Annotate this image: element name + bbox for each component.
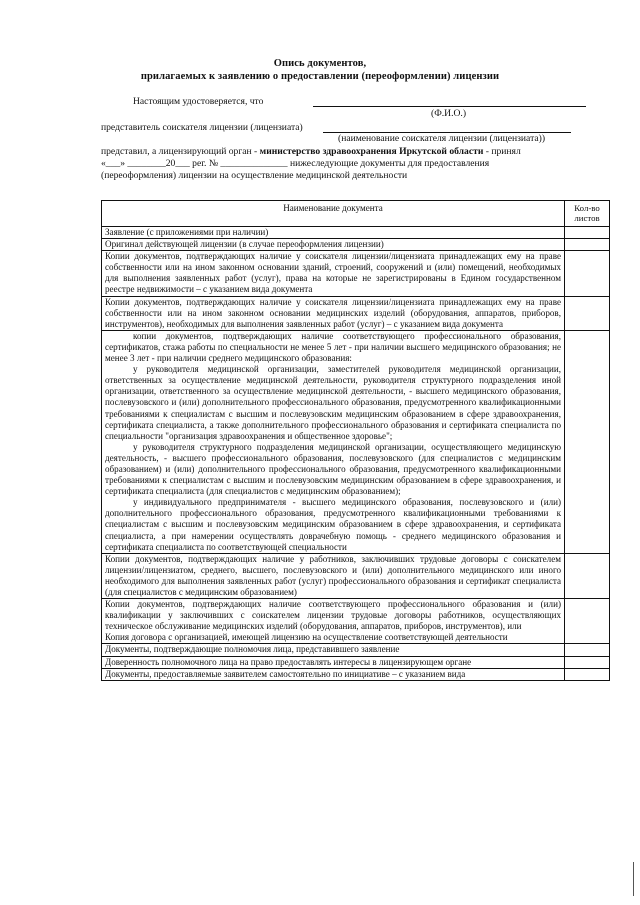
document-name-cell bbox=[102, 330, 565, 553]
sheet-count-cell bbox=[565, 251, 610, 296]
document-name-text: у руководителя структурного подразделения медицинской организации, осуществляющего медицинскую деятельность, - высшего профессионального образования, послевузовского (для специалистов с медицинским образованием) и (или) дополнительного профессионального образования, предусмотренного квалификационными требованиями к специалистам с высшим и послевузовским медицинским образованием в сфере здравоохранения, и сертификата специалиста (для специалистов с медицинским образованием); bbox=[105, 441, 561, 497]
sheet-count-cell bbox=[565, 227, 610, 239]
qty-header-line-1: Кол-во bbox=[574, 203, 600, 213]
document-name-cell bbox=[102, 227, 565, 239]
fio-caption: (Ф.И.О.) bbox=[431, 108, 467, 119]
table-row bbox=[102, 330, 610, 553]
table-row bbox=[102, 227, 610, 239]
document-name-text: Копии документов, подтверждающих наличие у соискателя лицензии/лицензиата принадлежащих ему на праве собственности или на ином законном основании зданий, строений, сооружений и (или) помещений, необходимых для выполнения заявленных работ (услуг), права на которые не зарегистрированы в Едином государственном реестре недвижимости – с указанием вида документа bbox=[105, 251, 561, 295]
submitted-line bbox=[101, 146, 521, 157]
sheet-count-cell bbox=[565, 330, 610, 553]
document-name-text: Копии документов, подтверждающих наличие у работников, заключивших трудовые договоры с соискателем лицензии/лицензиатом, среднего, высшего, послевузовского и (или) дополнительного медицинского или иного необходимого для выполнения заявленных работ (услуг) профессионального образования и сертификат специалиста (для специалистов с медицинским образованием) bbox=[105, 553, 561, 597]
qty-header-line-2: листов bbox=[574, 213, 600, 223]
document-title-line-1: Опись документов, bbox=[273, 58, 367, 69]
document-name-cell bbox=[102, 656, 565, 668]
sheet-count-cell bbox=[565, 296, 610, 330]
sheet-count-cell bbox=[565, 668, 610, 680]
document-name-text: Копии документов, подтверждающих наличие у соискателя лицензии/лицензиата принадлежащих ему на праве собственности или на ином законном основании медицинских изделий (оборудования, аппаратов, приборов, инструментов), необходимых для выполнения заявленных работ (услуг) – с указанием вида документа bbox=[105, 296, 561, 329]
table-header-row bbox=[102, 201, 610, 227]
document-name-cell bbox=[102, 599, 565, 644]
document-name-text: копии документов, подтверждающих наличие соответствующего профессионального образования, сертификатов, стажа работы по специальности не менее 5 лет - при наличии высшего медицинского образования; не менее 3 лет - при наличии среднего медицинского образования: bbox=[105, 330, 561, 364]
authority-name: министерство здравоохранения Иркутской области bbox=[259, 146, 484, 157]
sheet-count-cell bbox=[565, 656, 610, 668]
sheet-count-cell bbox=[565, 239, 610, 251]
document-name-cell bbox=[102, 668, 565, 680]
table-row bbox=[102, 644, 610, 656]
representative-text: представитель соискателя лицензии (лицензиата) bbox=[101, 122, 303, 133]
document-name-cell bbox=[102, 239, 565, 251]
sheet-count-cell bbox=[565, 644, 610, 656]
document-name-cell bbox=[102, 553, 565, 598]
document-name-text: у руководителя медицинской организации, заместителей руководителя медицинской организации, ответственных за осуществление медицинской деятельности, руководителя структурного подразделения иной организации, ответственного за осуществление медицинской деятельности, - высшего медицинского образования, послевузовского и (или) дополнительного профессионального образования, предусмотренного квалификационными требованиями к специалистам с высшим и послевузовским медицинским образованием в сфере здравоохранения, сертификата специалиста, а также дополнительного профессионального образования и сертификата специалиста по специальности "организация здравоохранения и общественное здоровье"; bbox=[105, 364, 561, 441]
certify-text: Настоящим удостоверяется, что bbox=[133, 96, 264, 107]
document-title-line-2: прилагаемых к заявлению о предоставлении (переоформлении) лицензии bbox=[140, 71, 500, 82]
document-name-text: Документы, подтверждающие полномочия лица, представившего заявление bbox=[105, 644, 400, 655]
scan-edge-mark bbox=[633, 862, 634, 896]
document-name-text: Копия договора с организацией, имеющей лицензию на осуществление соответствующей деятельности bbox=[105, 632, 508, 643]
sheet-count-cell bbox=[565, 599, 610, 644]
document-name-text: Оригинал действующей лицензии (в случае переоформления лицензии) bbox=[105, 239, 384, 250]
sheet-count-cell bbox=[565, 553, 610, 598]
documents-table bbox=[101, 200, 610, 681]
submitted-prefix: представил, а лицензирующий орган - bbox=[101, 146, 260, 157]
document-name-text: Заявление (с приложениями при наличии) bbox=[105, 227, 269, 237]
document-name-text: Копии документов, подтверждающих наличие соответствующего профессионального образования и (или) квалификации у заключивших с соискателем лицензии трудовые договоры работников, осуществляющих техническое обслуживание медицинских изделий (оборудования, аппаратов, приборов, инструментов), или bbox=[105, 599, 561, 632]
fio-blank-line bbox=[313, 106, 586, 107]
table-row bbox=[102, 296, 610, 330]
date-reg-line: «___» ________20___ рег. № ______________ нижеследующие документы для предоставления bbox=[101, 158, 490, 169]
document-name-text: у индивидуального предпринимателя - высшего медицинского образования, послевузовского и (или) дополнительного профессионального образования, предусмотренного квалификационными требованиями к специалистам с высшим и послевузовским медицинским образованием в сфере здравоохранения, и сертификата специалиста, а при намерении осуществлять доврачебную помощь - среднего медицинского образования и сертификата специалиста по соответствующей специальности bbox=[105, 497, 561, 552]
document-name-text: Документы, предоставляемые заявителем самостоятельно по инициативе – с указанием вида bbox=[105, 668, 466, 679]
document-name-cell bbox=[102, 296, 565, 330]
table-row bbox=[102, 251, 610, 296]
submitted-suffix: - принял bbox=[483, 146, 521, 157]
column-header-qty bbox=[565, 201, 610, 227]
table-row bbox=[102, 668, 610, 680]
table-row bbox=[102, 553, 610, 598]
table-row bbox=[102, 656, 610, 668]
document-name-cell bbox=[102, 251, 565, 296]
document-name-cell bbox=[102, 644, 565, 656]
document-name-text: Доверенность полномочного лица на право предоставлять интересы в лицензирующем органе bbox=[105, 656, 472, 667]
purpose-line: (переоформления) лицензии на осуществление медицинской деятельности bbox=[101, 170, 408, 181]
table-row bbox=[102, 599, 610, 644]
org-caption: (наименование соискателя лицензии (лицензиата)) bbox=[338, 133, 546, 144]
column-header-name: Наименование документа bbox=[102, 201, 565, 227]
table-row bbox=[102, 239, 610, 251]
